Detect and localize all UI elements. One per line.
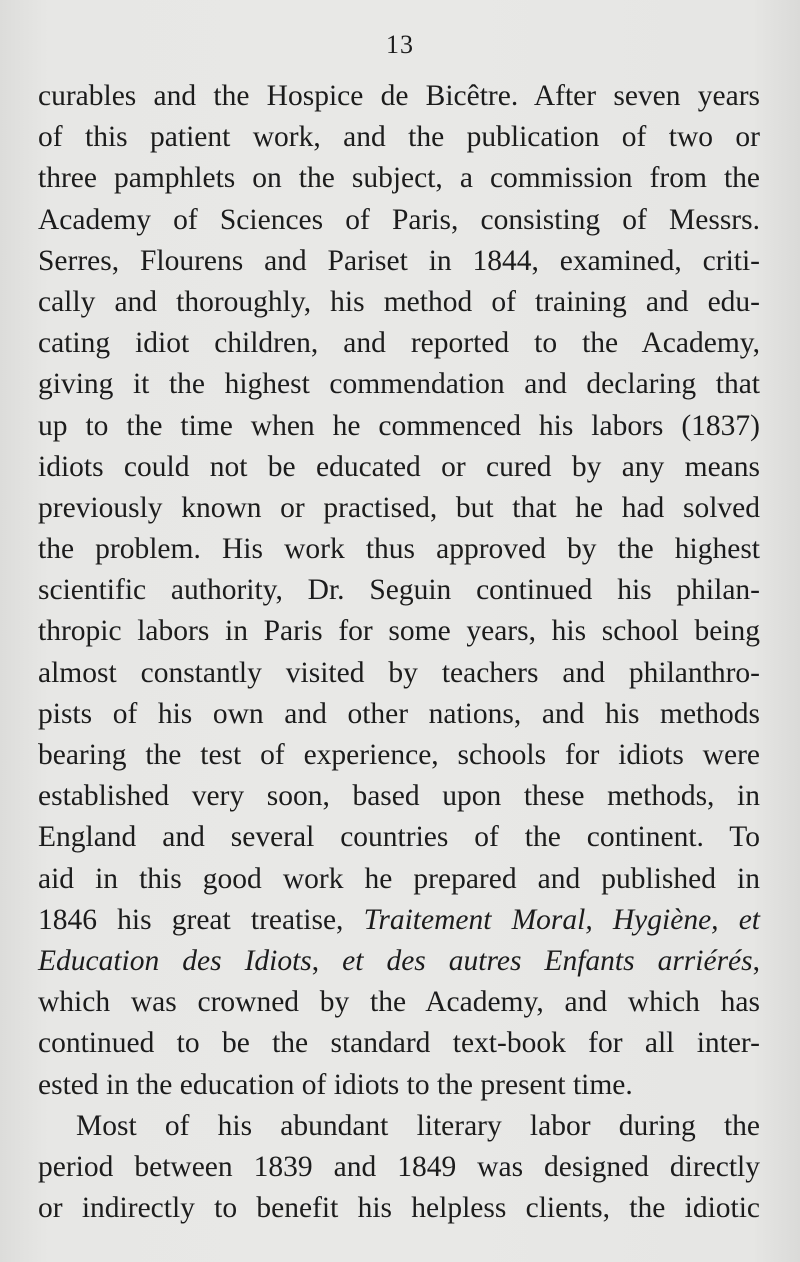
text-line [38, 859, 760, 900]
text-segment: ested in the education of idiots to the present time. [38, 1068, 633, 1101]
text-line [38, 364, 760, 405]
text-line [38, 1065, 760, 1106]
text-segment: , [311, 944, 343, 977]
text-segment: England and several countries of the continent. To [38, 821, 760, 854]
text-line [38, 117, 760, 158]
text-segment: Serres, Flourens and Pariset in 1844, examined, criti- [38, 244, 760, 277]
text-segment: the problem. His work thus approved by the highest [38, 533, 760, 566]
text-line [38, 323, 760, 364]
text-line [38, 1188, 760, 1229]
text-segment: aid in this good work he prepared and published in [38, 862, 760, 895]
text-line [38, 241, 760, 282]
text-segment: giving it the highest commendation and declaring that [38, 368, 760, 401]
text-segment: cating idiot children, and reported to the Academy, [38, 327, 760, 360]
text-segment: Most of his abundant literary labor during the [76, 1109, 760, 1142]
text-segment: of this patient work, and the publication of two or [38, 121, 760, 154]
text-segment: previously known or practised, but that he had solved [38, 491, 760, 524]
text-segment: 1846 his great treatise, [38, 903, 364, 936]
text-line [38, 406, 760, 447]
text-line [38, 776, 760, 817]
text-line [38, 282, 760, 323]
text-line [38, 1147, 760, 1188]
text-line [38, 611, 760, 652]
text-segment: three pamphlets on the subject, a commission from the [38, 162, 760, 195]
text-line [38, 158, 760, 199]
text-segment: bearing the test of experience, schools for idiots were [38, 739, 760, 771]
text-line [38, 570, 760, 611]
text-segment: period between 1839 and 1849 was designed directly [38, 1150, 760, 1183]
page-number: 13 [386, 30, 414, 59]
body-text [38, 76, 760, 1229]
text-segment: up to the time when he commenced his labors (1837) [38, 409, 760, 442]
italic-text: Traitement Moral, Hygiène, et [363, 903, 760, 936]
text-segment: pists of his own and other nations, and his methods [38, 697, 760, 730]
text-line [38, 735, 760, 776]
italic-text: et des autres Enfants arriérés [342, 944, 753, 977]
text-line [38, 694, 760, 735]
italic-text: Education des Idiots [38, 944, 312, 977]
text-segment: scientific authority, Dr. Seguin continued his philan- [38, 574, 760, 607]
text-segment: curables and the Hospice de Bicêtre. After seven years [38, 80, 760, 112]
text-line [38, 529, 760, 570]
text-line [38, 1106, 760, 1147]
text-segment: almost constantly visited by teachers and philanthro- [38, 656, 760, 689]
text-segment: idiots could not be educated or cured by any means [38, 450, 760, 483]
text-line [38, 900, 760, 941]
text-line [38, 653, 760, 694]
text-segment: established very soon, based upon these methods, in [38, 780, 760, 813]
text-segment: Academy of Sciences of Paris, consisting of Messrs. [38, 203, 760, 236]
text-line [38, 488, 760, 529]
text-segment: , [752, 944, 760, 977]
text-line [38, 447, 760, 488]
text-line [38, 200, 760, 241]
text-line [38, 982, 760, 1023]
text-line [38, 76, 760, 117]
text-segment: which was crowned by the Academy, and which has [38, 986, 760, 1019]
text-segment: thropic labors in Paris for some years, his school being [38, 615, 760, 648]
text-segment: continued to be the standard text-book for all inter- [38, 1027, 760, 1060]
text-line [38, 941, 760, 982]
text-segment: or indirectly to benefit his helpless clients, the idiotic [38, 1192, 760, 1225]
text-line [38, 1023, 760, 1064]
text-segment: cally and thoroughly, his method of training and edu- [38, 285, 760, 318]
text-line [38, 817, 760, 858]
